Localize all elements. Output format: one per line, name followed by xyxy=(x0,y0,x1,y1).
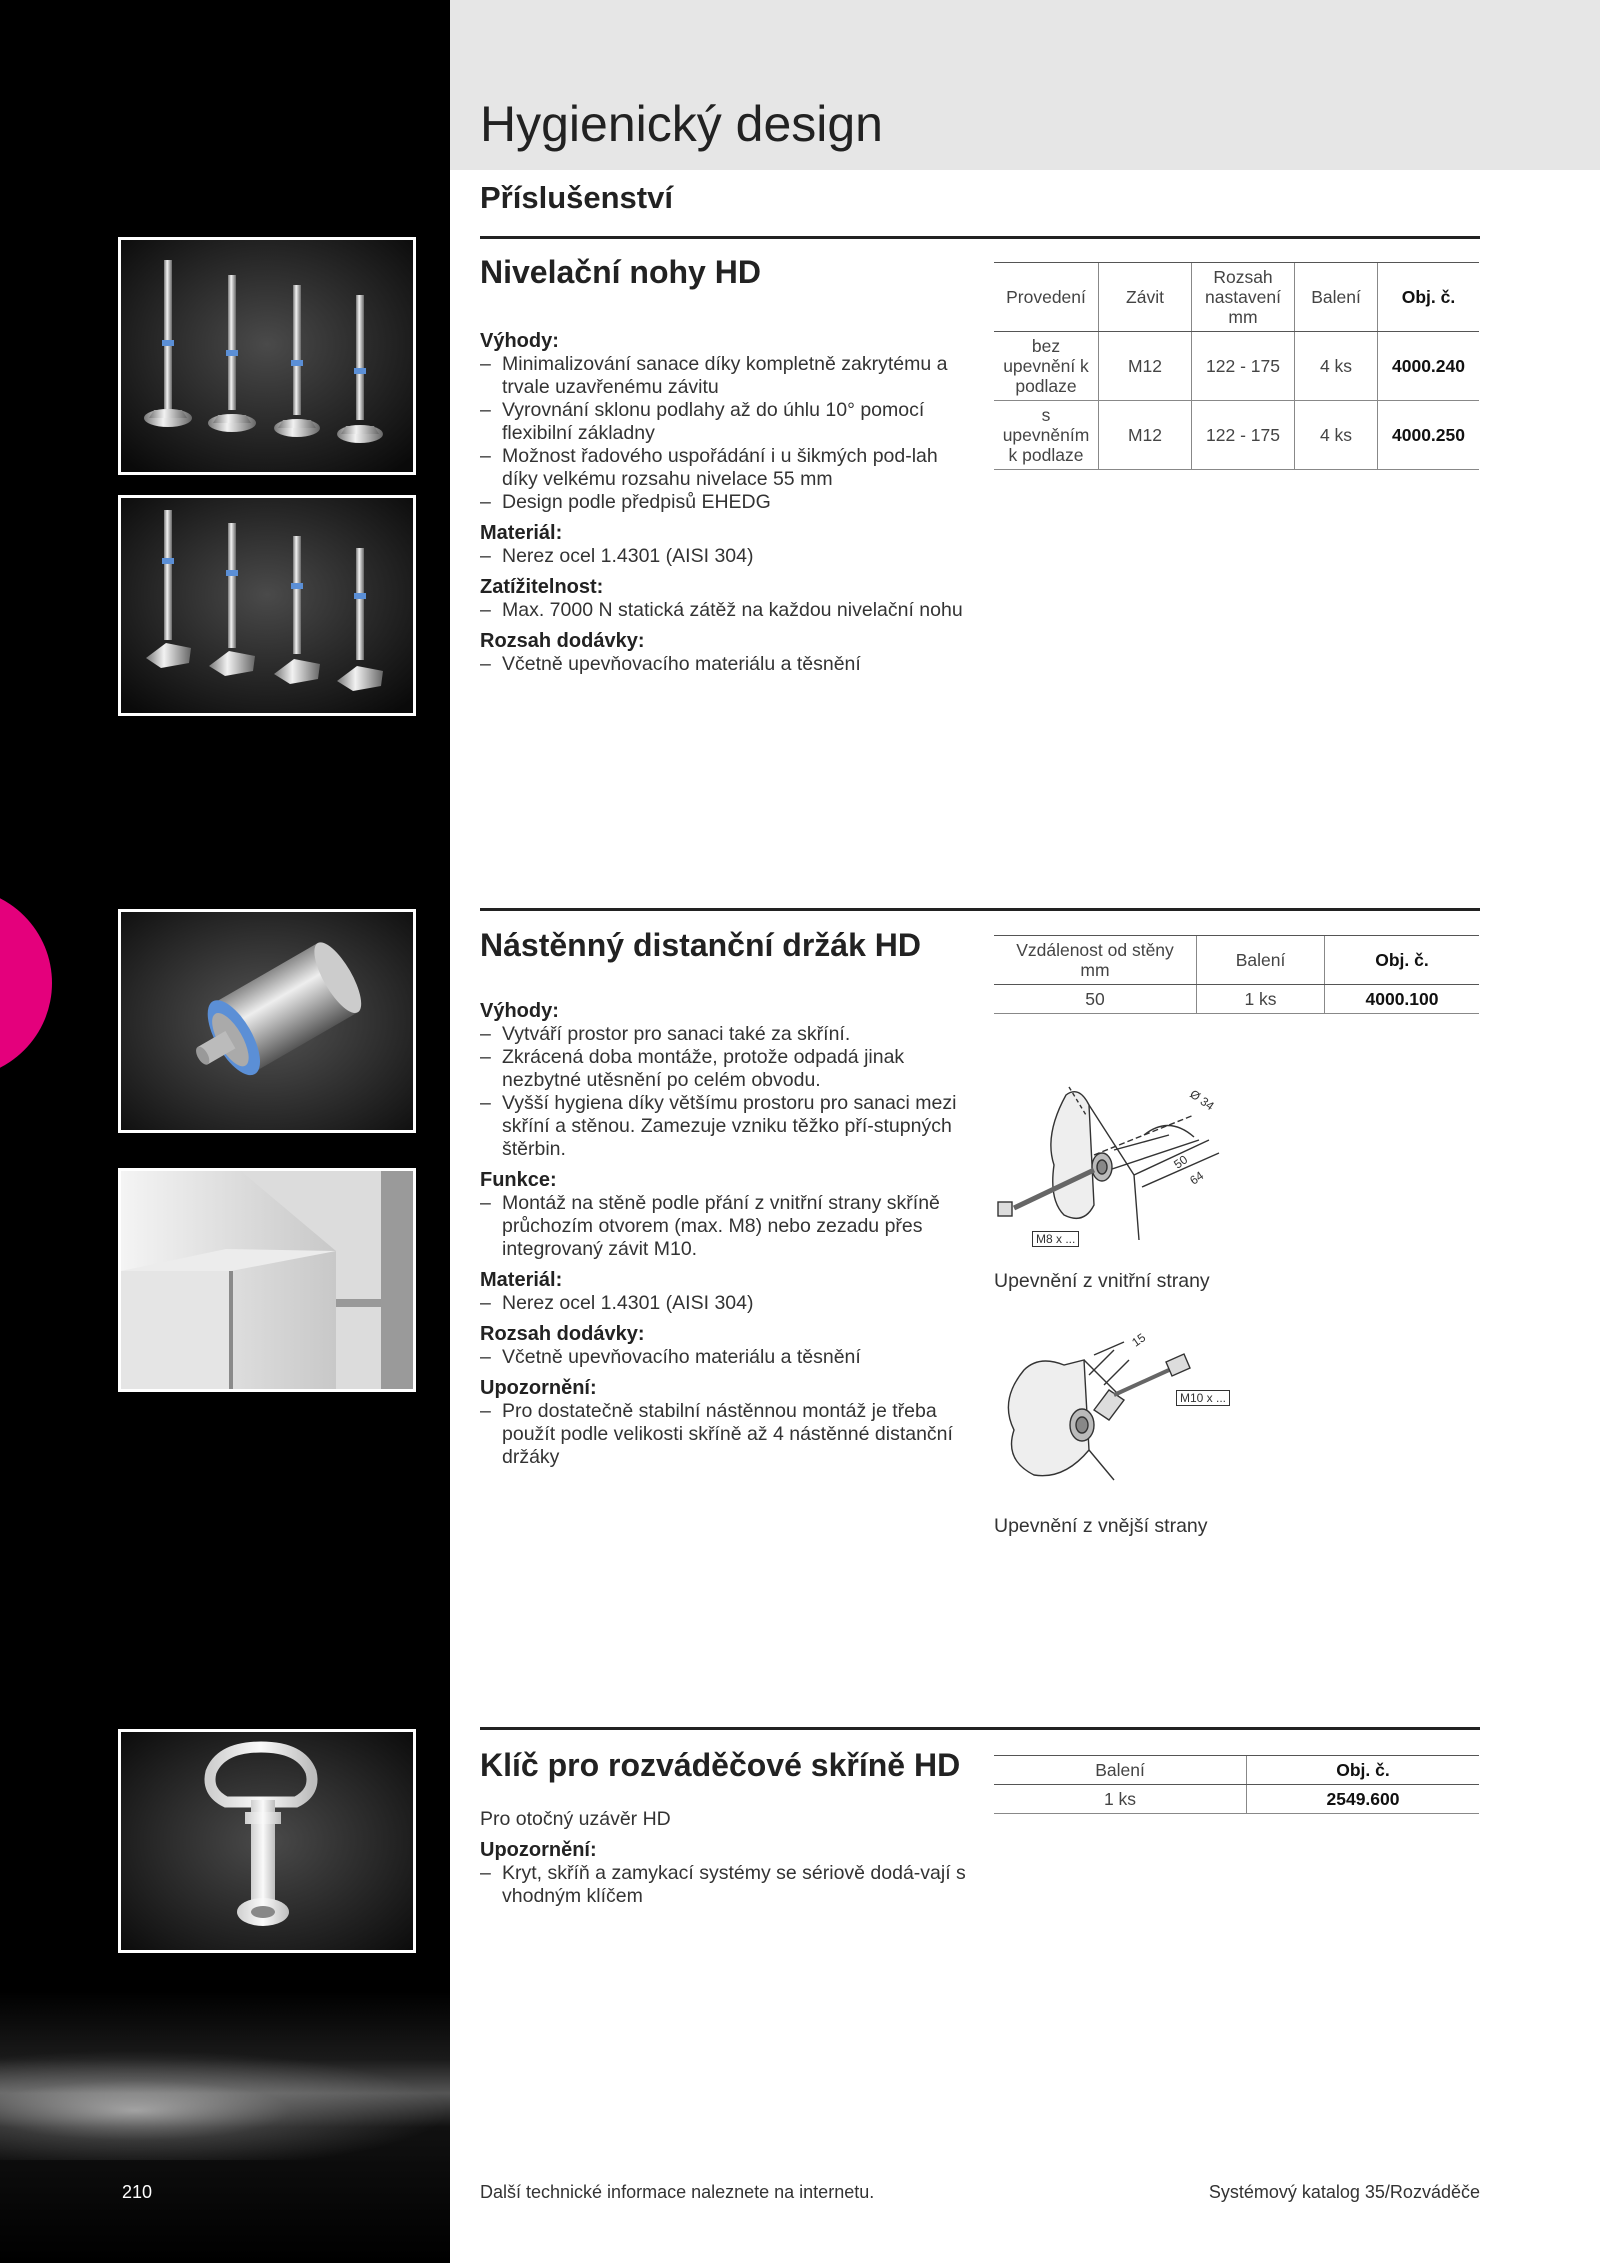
list-item: – Zkrácená doba montáže, protože odpadá jinak nezbytné utěsnění po celém obvodu. xyxy=(480,1046,970,1092)
diagram-label: 64 xyxy=(1187,1168,1207,1188)
table-cell: s upevněním k podlaze xyxy=(994,401,1099,470)
table-header: Provedení xyxy=(994,263,1099,332)
table-header: Vzdálenost od stěny mm xyxy=(994,936,1197,985)
table-header: Balení xyxy=(1197,936,1325,985)
table-cell: 1 ks xyxy=(1197,985,1325,1014)
block-heading: Materiál: xyxy=(480,522,563,544)
list-item: – Pro dostatečně stabilní nástěnnou montáž je třeba použít podle velikosti skříně až 4 nástěnné distanční držáky xyxy=(480,1400,970,1469)
table-cell: M12 xyxy=(1099,401,1192,470)
table-row xyxy=(994,985,1479,1014)
list-item: – Vyšší hygiena díky většímu prostoru pro sanaci mezi skříní a stěnou. Zamezuje vzniku těžko pří-stupných štěrbin. xyxy=(480,1092,970,1161)
table-cell: bez upevnění k podlaze xyxy=(994,332,1099,401)
list-item: – Vytváří prostor pro sanaci také za skříní. xyxy=(480,1023,970,1046)
table-header: Závit xyxy=(1099,263,1192,332)
list-item: – Možnost řadového uspořádání i u šikmých pod-lah díky velkému rozsahu nivelace 55 mm xyxy=(480,445,970,491)
diagram-label: Ø 34 xyxy=(1187,1086,1217,1114)
table-cell: 122 - 175 xyxy=(1192,401,1295,470)
mounting-outside-diagram xyxy=(994,1330,1264,1490)
section-rule xyxy=(480,236,1480,239)
table-cell: 122 - 175 xyxy=(1192,332,1295,401)
block-heading: Rozsah dodávky: xyxy=(480,630,645,652)
table-cell: M12 xyxy=(1099,332,1192,401)
table-row xyxy=(994,1785,1479,1814)
table-cell: 4 ks xyxy=(1295,332,1378,401)
table-header: Obj. č. xyxy=(1325,936,1480,985)
diagram-label: M8 x ... xyxy=(1032,1231,1079,1247)
list-item: – Nerez ocel 1.4301 (AISI 304) xyxy=(480,545,970,568)
section-title: Příslušenství xyxy=(480,180,673,215)
block-heading: Funkce: xyxy=(480,1169,557,1191)
diagram-caption: Upevnění z vnější strany xyxy=(994,1515,1208,1537)
table-cell: 4 ks xyxy=(1295,401,1378,470)
catalog-name: Systémový katalog 35/Rozváděče xyxy=(1208,2182,1480,2202)
product-description xyxy=(480,1808,970,1908)
block-heading: Materiál: xyxy=(480,1269,563,1291)
list-item: – Včetně upevňovacího materiálu a těsnění xyxy=(480,1346,970,1369)
product-title: Klíč pro rozváděčové skříně HD xyxy=(480,1747,961,1783)
leveling-feet-photo-2 xyxy=(118,495,416,716)
order-number: 4000.240 xyxy=(1378,332,1480,401)
list-item: – Nerez ocel 1.4301 (AISI 304) xyxy=(480,1292,970,1315)
order-number: 2549.600 xyxy=(1247,1785,1480,1814)
list-item: – Montáž na stěně podle přání z vnitřní strany skříně průchozím otvorem (max. M8) nebo zezadu přes integrovaný závit M10. xyxy=(480,1192,970,1261)
table-cell: 50 xyxy=(994,985,1197,1014)
table-header: Obj. č. xyxy=(1378,263,1480,332)
table-header: Obj. č. xyxy=(1247,1756,1480,1785)
list-item: – Max. 7000 N statická zátěž na každou nivelační nohu xyxy=(480,599,970,622)
table-header: Rozsah nastavení mm xyxy=(1192,263,1295,332)
product-intro: Pro otočný uzávěr HD xyxy=(480,1808,671,1830)
page-number: 210 xyxy=(122,2182,153,2202)
table-row xyxy=(994,401,1479,470)
block-heading: Rozsah dodávky: xyxy=(480,1323,645,1345)
table-cell: 1 ks xyxy=(994,1785,1247,1814)
list-item: – Vyrovnání sklonu podlahy až do úhlu 10° pomocí flexibilní základny xyxy=(480,399,970,445)
table-row xyxy=(994,332,1479,401)
page-title: Hygienický design xyxy=(480,96,883,152)
table-header: Balení xyxy=(1295,263,1378,332)
diagram-label: 50 xyxy=(1171,1152,1191,1172)
list-item: – Včetně upevňovacího materiálu a těsnění xyxy=(480,653,970,676)
mounting-inside-diagram xyxy=(994,1075,1264,1250)
block-heading: Upozornění: xyxy=(480,1377,597,1399)
list-item: – Minimalizování sanace díky kompletně zakrytému a trvale uzavřenému závitu xyxy=(480,353,970,399)
spec-table xyxy=(994,1755,1479,1814)
product-description xyxy=(480,330,970,676)
spec-table xyxy=(994,262,1479,470)
diagram-caption: Upevnění z vnitřní strany xyxy=(994,1270,1210,1292)
order-number: 4000.250 xyxy=(1378,401,1480,470)
list-item: – Kryt, skříň a zamykací systémy se sériově dodá-vají s vhodným klíčem xyxy=(480,1862,970,1908)
section-rule xyxy=(480,1727,1480,1730)
wall-spacer-photo xyxy=(118,909,416,1133)
cabinet-wall-photo xyxy=(118,1168,416,1392)
list-item: – Design podle předpisů EHEDG xyxy=(480,491,970,514)
key-photo xyxy=(118,1729,416,1953)
block-heading: Zatížitelnost: xyxy=(480,576,604,598)
block-heading: Výhody: xyxy=(480,1000,559,1022)
diagram-label: 15 xyxy=(1129,1330,1149,1350)
product-description xyxy=(480,1000,970,1469)
order-number: 4000.100 xyxy=(1325,985,1480,1014)
diagram-label: M10 x ... xyxy=(1176,1390,1230,1406)
footer-note: Další technické informace naleznete na internetu. xyxy=(480,2182,875,2202)
section-rule xyxy=(480,908,1480,911)
spec-table xyxy=(994,935,1479,1014)
block-heading: Upozornění: xyxy=(480,1839,597,1861)
block-heading: Výhody: xyxy=(480,330,559,352)
product-title: Nivelační nohy HD xyxy=(480,254,761,290)
leveling-feet-photo-1 xyxy=(118,237,416,475)
product-title: Nástěnný distanční držák HD xyxy=(480,927,921,963)
table-header: Balení xyxy=(994,1756,1247,1785)
sidebar-glow xyxy=(0,2050,450,2160)
